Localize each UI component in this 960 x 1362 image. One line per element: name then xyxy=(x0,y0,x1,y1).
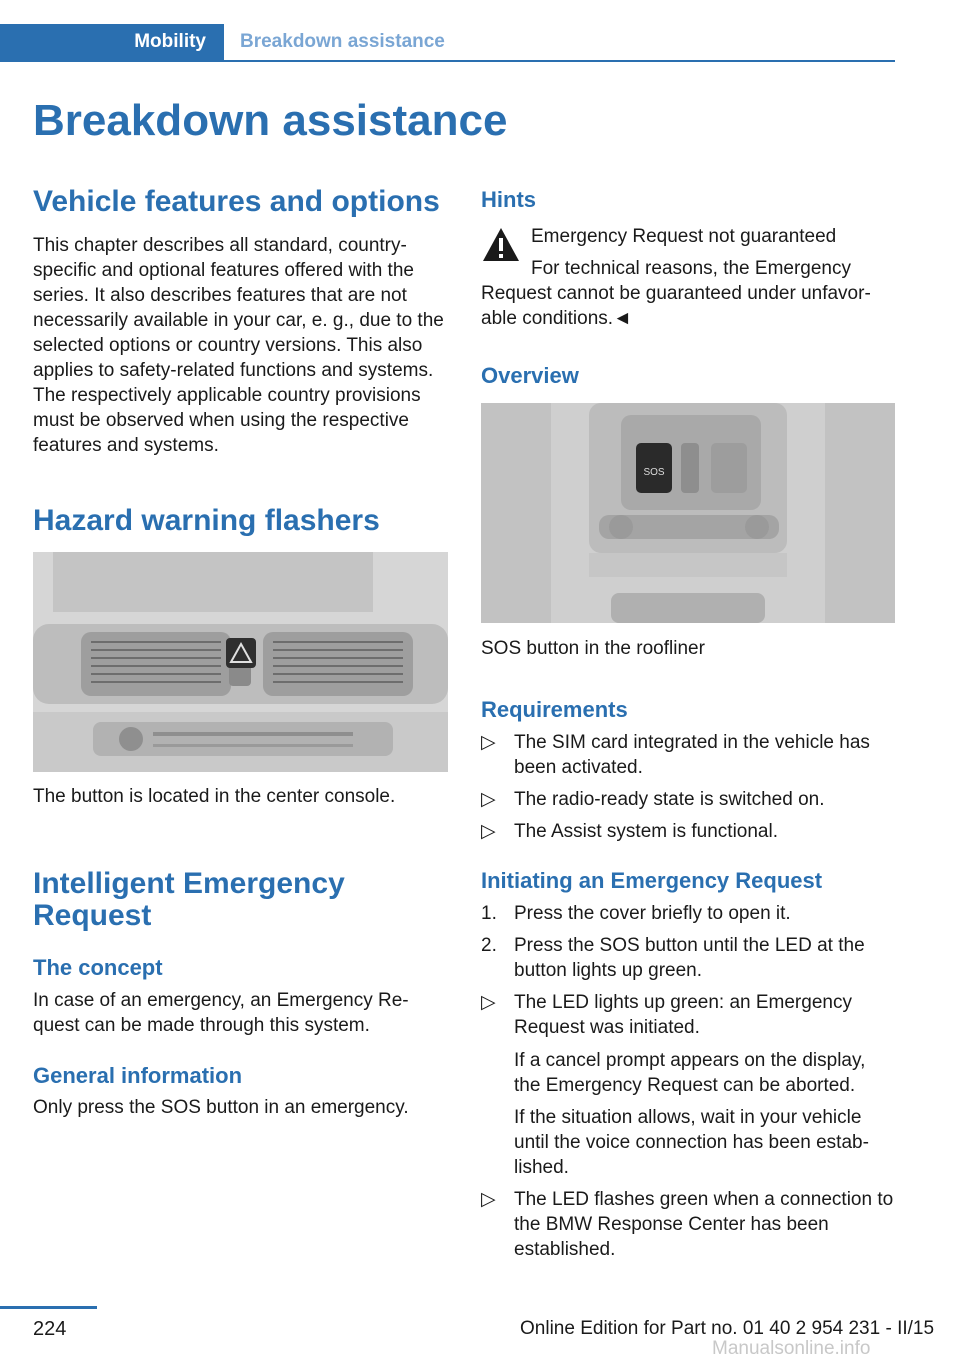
result-subtext: If the situation allows, wait in your vehicle until the voice connection has been estab-lished. xyxy=(514,1107,869,1178)
roofliner-illustration xyxy=(481,403,895,623)
result-text: The LED flashes green when a connection to the BMW Response Center has been established. xyxy=(514,1189,894,1260)
edition-text: Online Edition for Part no. 01 40 2 954 231 - II/15 xyxy=(520,1318,935,1339)
concept-heading: The concept xyxy=(33,955,163,980)
list-item xyxy=(481,787,895,812)
warning-icon xyxy=(481,225,521,265)
warning-first-line: For technical reasons, the Emergency xyxy=(531,258,851,279)
warning-title: Emergency Request not guaranteed xyxy=(531,226,837,247)
watermark: Manualsonline.info xyxy=(712,1338,871,1359)
list-item xyxy=(481,933,895,983)
warning-body: Request cannot be guaranteed under unfavor-able conditions.◄ xyxy=(481,283,871,329)
page-number: 224 xyxy=(33,1318,67,1340)
bullet-triangle-icon: ▷ xyxy=(481,992,496,1013)
vehicle-features-body: This chapter describes all standard, country-specific and optional features offered with the series. It also describes features that are not necessarily available in your car, e. g., due to the selected options or country versions. This also applies to safety-related functions and systems. The respectively applicable country provisions must be observed when using the respective features and systems. xyxy=(33,235,444,456)
vehicle-features-heading: Vehicle features and options xyxy=(33,185,440,218)
bullet-triangle-icon: ▷ xyxy=(481,821,496,842)
step-text: Press the SOS button until the LED at the button lights up green. xyxy=(514,935,865,981)
bullet-triangle-icon: ▷ xyxy=(481,1189,496,1210)
running-header xyxy=(0,24,895,62)
result-subtext: If a cancel prompt appears on the display, the Emergency Request can be aborted. xyxy=(514,1050,866,1096)
requirement-text: The Assist system is functional. xyxy=(514,821,778,842)
requirements-heading: Requirements xyxy=(481,697,628,722)
hints-heading: Hints xyxy=(481,187,536,212)
requirement-text: The SIM card integrated in the vehicle has been activated. xyxy=(514,732,870,778)
general-info-heading: General information xyxy=(33,1063,243,1088)
hazard-caption: The button is located in the center console. xyxy=(33,786,396,807)
concept-body: In case of an emergency, an Emergency Re-quest can be made through this system. xyxy=(33,990,409,1036)
general-info-body: Only press the SOS button in an emergency. xyxy=(33,1097,409,1118)
bullet-triangle-icon: ▷ xyxy=(481,732,496,753)
hazard-heading: Hazard warning flashers xyxy=(33,504,380,537)
list-item xyxy=(481,1187,895,1262)
roofliner-figure xyxy=(481,403,895,623)
hazard-button-figure xyxy=(33,552,448,772)
list-item xyxy=(481,819,895,844)
overview-caption: SOS button in the roofliner xyxy=(481,638,705,659)
step-text: Press the cover briefly to open it. xyxy=(514,903,791,924)
requirement-text: The radio-ready state is switched on. xyxy=(514,789,825,810)
footer-rule xyxy=(0,1306,97,1309)
chapter-tab: Breakdown assistance xyxy=(240,31,445,52)
initiating-heading: Initiating an Emergency Request xyxy=(481,868,823,893)
result-text: The LED lights up green: an Emergency Request was initiated. xyxy=(514,992,852,1038)
svg-text:SOS: SOS xyxy=(643,467,665,478)
section-tab: Mobility xyxy=(0,24,224,60)
bullet-triangle-icon: ▷ xyxy=(481,789,496,810)
step-number: 2. xyxy=(481,935,497,956)
list-item xyxy=(481,730,895,780)
overview-heading: Overview xyxy=(481,363,579,388)
list-item xyxy=(481,901,895,926)
step-number: 1. xyxy=(481,903,497,924)
center-console-illustration xyxy=(33,552,448,772)
page-title: Breakdown assistance xyxy=(33,96,508,145)
list-item xyxy=(481,990,895,1040)
intelligent-emergency-heading: Intelligent Emergency Request xyxy=(33,867,345,932)
